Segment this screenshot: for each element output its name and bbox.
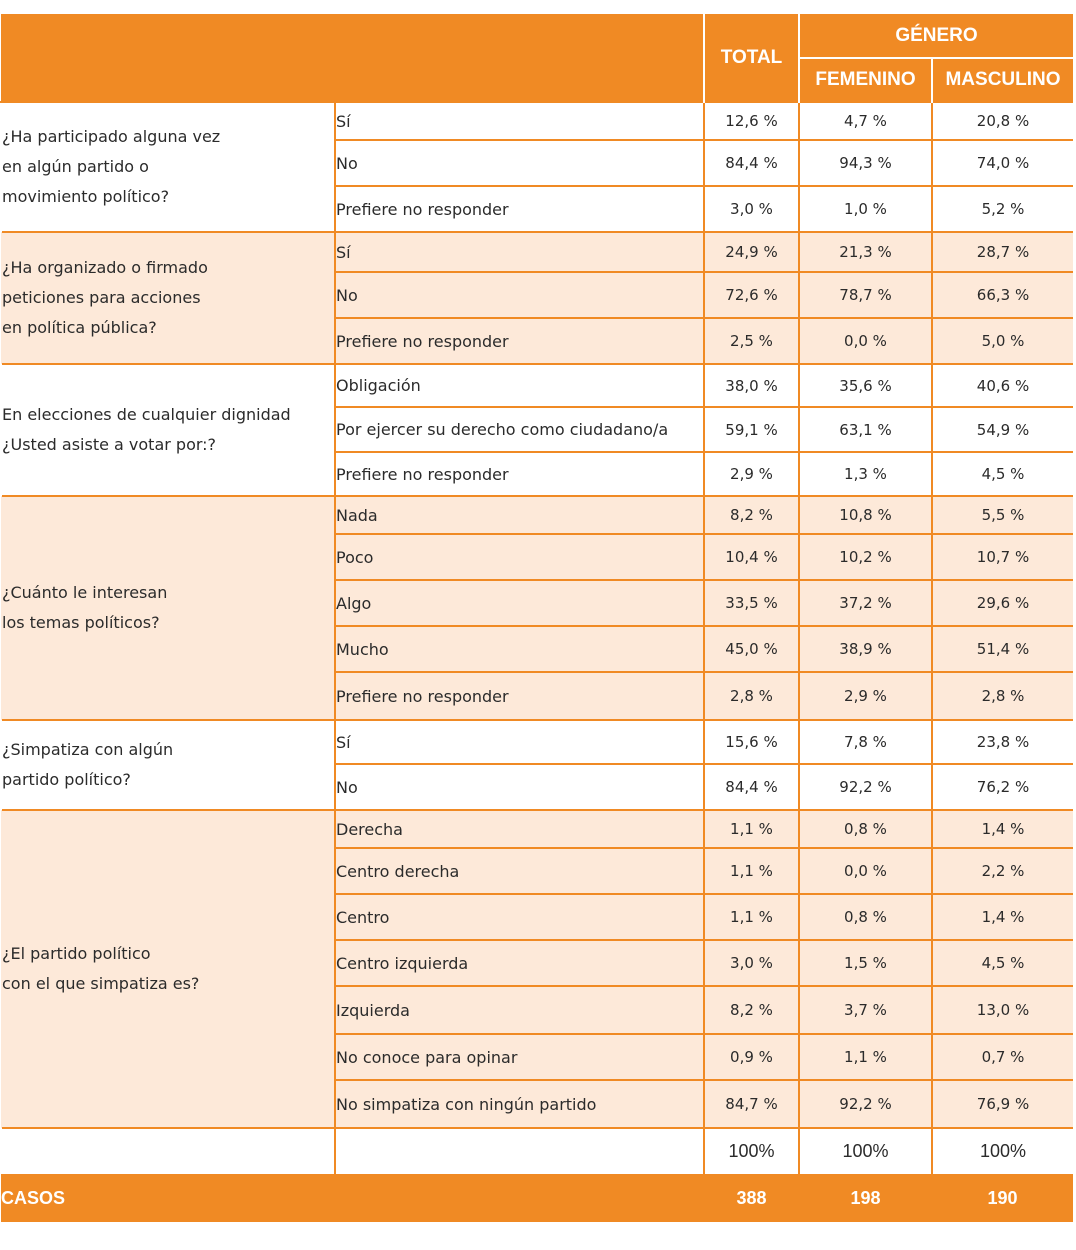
value-femenino: 92,2 % bbox=[799, 764, 932, 810]
value-masculino: 74,0 % bbox=[932, 140, 1073, 186]
value-femenino: 38,9 % bbox=[799, 626, 932, 672]
value-total: 84,7 % bbox=[704, 1080, 799, 1128]
value-femenino: 2,9 % bbox=[799, 672, 932, 720]
value-total: 84,4 % bbox=[704, 140, 799, 186]
value-masculino: 10,7 % bbox=[932, 534, 1073, 580]
table-row bbox=[1, 496, 1073, 534]
value-masculino: 66,3 % bbox=[932, 272, 1073, 318]
header-blank bbox=[1, 14, 704, 102]
totals-femenino: 100% bbox=[799, 1128, 932, 1174]
value-femenino: 0,8 % bbox=[799, 894, 932, 940]
table-row bbox=[1, 720, 1073, 764]
value-total: 24,9 % bbox=[704, 232, 799, 272]
value-femenino: 3,7 % bbox=[799, 986, 932, 1034]
value-femenino: 10,2 % bbox=[799, 534, 932, 580]
question-text-line: en política pública? bbox=[2, 318, 157, 337]
question-text-line: ¿El partido político bbox=[2, 944, 151, 963]
header-femenino: FEMENINO bbox=[799, 58, 932, 102]
value-masculino: 76,2 % bbox=[932, 764, 1073, 810]
value-femenino: 92,2 % bbox=[799, 1080, 932, 1128]
value-total: 72,6 % bbox=[704, 272, 799, 318]
value-masculino: 23,8 % bbox=[932, 720, 1073, 764]
answer-label: No bbox=[335, 272, 704, 318]
question-text-line: los temas políticos? bbox=[2, 613, 160, 632]
value-femenino: 4,7 % bbox=[799, 102, 932, 140]
question-text-line: ¿Cuánto le interesan bbox=[2, 583, 168, 602]
value-total: 2,8 % bbox=[704, 672, 799, 720]
value-femenino: 63,1 % bbox=[799, 407, 932, 452]
value-femenino: 0,0 % bbox=[799, 848, 932, 894]
answer-label: Prefiere no responder bbox=[335, 452, 704, 496]
totals-total: 100% bbox=[704, 1128, 799, 1174]
value-total: 1,1 % bbox=[704, 894, 799, 940]
header-total: TOTAL bbox=[704, 14, 799, 102]
question-cell bbox=[1, 496, 335, 720]
value-femenino: 35,6 % bbox=[799, 364, 932, 407]
header-genero: GÉNERO bbox=[799, 14, 1073, 58]
value-femenino: 0,8 % bbox=[799, 810, 932, 848]
cases-row bbox=[1, 1174, 1073, 1222]
totals-masculino: 100% bbox=[932, 1128, 1073, 1174]
answer-label: Poco bbox=[335, 534, 704, 580]
question-text-line: con el que simpatiza es? bbox=[2, 974, 200, 993]
value-total: 8,2 % bbox=[704, 986, 799, 1034]
answer-label: Sí bbox=[335, 720, 704, 764]
value-femenino: 1,5 % bbox=[799, 940, 932, 986]
cases-total: 388 bbox=[704, 1174, 799, 1222]
value-masculino: 28,7 % bbox=[932, 232, 1073, 272]
question-cell bbox=[1, 232, 335, 364]
question-cell bbox=[1, 810, 335, 1128]
answer-label: Sí bbox=[335, 102, 704, 140]
value-total: 45,0 % bbox=[704, 626, 799, 672]
answer-label: Sí bbox=[335, 232, 704, 272]
value-total: 3,0 % bbox=[704, 940, 799, 986]
table-row bbox=[1, 232, 1073, 272]
value-femenino: 21,3 % bbox=[799, 232, 932, 272]
value-femenino: 1,1 % bbox=[799, 1034, 932, 1080]
value-total: 1,1 % bbox=[704, 810, 799, 848]
value-total: 12,6 % bbox=[704, 102, 799, 140]
cases-masculino: 190 bbox=[932, 1174, 1073, 1222]
answer-label: Centro derecha bbox=[335, 848, 704, 894]
answer-label: Obligación bbox=[335, 364, 704, 407]
value-masculino: 1,4 % bbox=[932, 810, 1073, 848]
value-masculino: 13,0 % bbox=[932, 986, 1073, 1034]
value-femenino: 78,7 % bbox=[799, 272, 932, 318]
value-masculino: 76,9 % bbox=[932, 1080, 1073, 1128]
value-femenino: 7,8 % bbox=[799, 720, 932, 764]
value-masculino: 29,6 % bbox=[932, 580, 1073, 626]
value-masculino: 2,2 % bbox=[932, 848, 1073, 894]
value-femenino: 10,8 % bbox=[799, 496, 932, 534]
question-text-line: ¿Simpatiza con algún bbox=[2, 740, 174, 759]
answer-label: Prefiere no responder bbox=[335, 318, 704, 364]
answer-label: Por ejercer su derecho como ciudadano/a bbox=[335, 407, 704, 452]
cases-label: CASOS bbox=[1, 1174, 704, 1222]
question-text-line: ¿Ha organizado o firmado bbox=[2, 258, 208, 277]
answer-label: Prefiere no responder bbox=[335, 186, 704, 232]
header-masculino: MASCULINO bbox=[932, 58, 1073, 102]
value-total: 15,6 % bbox=[704, 720, 799, 764]
cases-femenino: 198 bbox=[799, 1174, 932, 1222]
value-masculino: 40,6 % bbox=[932, 364, 1073, 407]
value-total: 38,0 % bbox=[704, 364, 799, 407]
value-masculino: 4,5 % bbox=[932, 452, 1073, 496]
totals-blank-answer bbox=[335, 1128, 704, 1174]
question-text-line: partido político? bbox=[2, 770, 131, 789]
value-total: 3,0 % bbox=[704, 186, 799, 232]
answer-label: No bbox=[335, 140, 704, 186]
question-text-line: en algún partido o bbox=[2, 157, 149, 176]
survey-body bbox=[1, 102, 1073, 1128]
totals-row bbox=[1, 1128, 1073, 1174]
value-total: 2,5 % bbox=[704, 318, 799, 364]
value-masculino: 20,8 % bbox=[932, 102, 1073, 140]
value-masculino: 1,4 % bbox=[932, 894, 1073, 940]
survey-table bbox=[0, 14, 1073, 1222]
answer-label: No simpatiza con ningún partido bbox=[335, 1080, 704, 1128]
answer-label: Derecha bbox=[335, 810, 704, 848]
value-total: 1,1 % bbox=[704, 848, 799, 894]
question-text-line: ¿Usted asiste a votar por:? bbox=[2, 435, 217, 454]
answer-label: Nada bbox=[335, 496, 704, 534]
value-femenino: 1,0 % bbox=[799, 186, 932, 232]
value-masculino: 5,5 % bbox=[932, 496, 1073, 534]
answer-label: Algo bbox=[335, 580, 704, 626]
value-femenino: 0,0 % bbox=[799, 318, 932, 364]
table-row bbox=[1, 102, 1073, 140]
question-text-line: ¿Ha participado alguna vez bbox=[2, 127, 221, 146]
value-masculino: 2,8 % bbox=[932, 672, 1073, 720]
value-total: 10,4 % bbox=[704, 534, 799, 580]
table-row bbox=[1, 810, 1073, 848]
table-row bbox=[1, 364, 1073, 407]
value-masculino: 0,7 % bbox=[932, 1034, 1073, 1080]
value-femenino: 1,3 % bbox=[799, 452, 932, 496]
value-masculino: 4,5 % bbox=[932, 940, 1073, 986]
value-total: 8,2 % bbox=[704, 496, 799, 534]
value-total: 33,5 % bbox=[704, 580, 799, 626]
question-cell bbox=[1, 102, 335, 232]
question-text-line: movimiento político? bbox=[2, 187, 170, 206]
question-text-line: peticiones para acciones bbox=[2, 288, 201, 307]
answer-label: Prefiere no responder bbox=[335, 672, 704, 720]
value-total: 0,9 % bbox=[704, 1034, 799, 1080]
value-femenino: 37,2 % bbox=[799, 580, 932, 626]
answer-label: No conoce para opinar bbox=[335, 1034, 704, 1080]
value-masculino: 54,9 % bbox=[932, 407, 1073, 452]
answer-label: Mucho bbox=[335, 626, 704, 672]
value-masculino: 5,0 % bbox=[932, 318, 1073, 364]
value-total: 2,9 % bbox=[704, 452, 799, 496]
value-femenino: 94,3 % bbox=[799, 140, 932, 186]
question-cell bbox=[1, 364, 335, 496]
value-masculino: 5,2 % bbox=[932, 186, 1073, 232]
answer-label: No bbox=[335, 764, 704, 810]
answer-label: Izquierda bbox=[335, 986, 704, 1034]
answer-label: Centro izquierda bbox=[335, 940, 704, 986]
totals-blank-question bbox=[1, 1128, 335, 1174]
answer-label: Centro bbox=[335, 894, 704, 940]
value-masculino: 51,4 % bbox=[932, 626, 1073, 672]
value-total: 84,4 % bbox=[704, 764, 799, 810]
question-cell bbox=[1, 720, 335, 810]
value-total: 59,1 % bbox=[704, 407, 799, 452]
question-text-line: En elecciones de cualquier dignidad bbox=[2, 405, 291, 424]
